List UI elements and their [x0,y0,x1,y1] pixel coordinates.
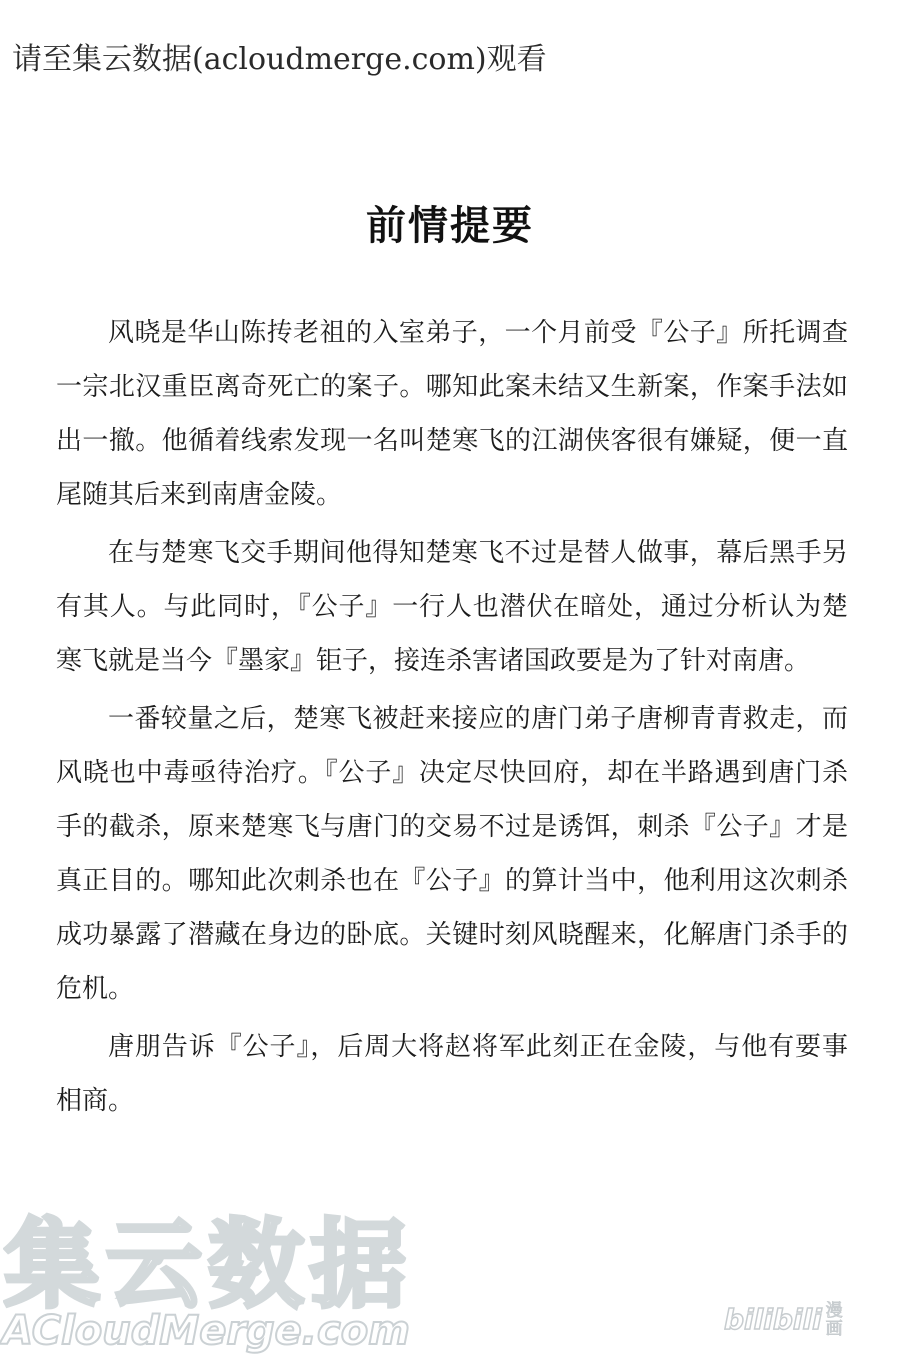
bilibili-manga-logo [724,1302,843,1338]
manga-label [826,1302,843,1338]
summary-paragraph: 一番较量之后，楚寒飞被赶来接应的唐门弟子唐柳青青救走，而风晓也中毒亟待治疗。『公子』决定尽快回府，却在半路遇到唐门杀手的截杀，原来楚寒飞与唐门的交易不过是诱饵，刺杀『公子』才是真正目的。哪知此次刺杀也在『公子』的算计当中，他利用这次刺杀成功暴露了潜藏在身边的卧底。关键时刻风晓醒来，化解唐门杀手的危机。 [56,704,848,1004]
manga-label-char: 画 [825,1319,843,1339]
bilibili-logo-text: bilibili [724,1303,822,1336]
manga-label-char: 漫 [825,1301,843,1321]
summary-body [56,306,848,1132]
site-notice: 请至集云数据(acloudmerge.com)观看 [12,42,547,77]
summary-paragraph: 唐朋告诉『公子』，后周大将赵将军此刻正在金陵，与他有要事相商。 [56,1032,848,1116]
watermark-english: ACloudMerge.com [2,1308,410,1354]
page-title: 前情提要 [366,203,534,249]
summary-paragraph: 风晓是华山陈抟老祖的入室弟子，一个月前受『公子』所托调查一宗北汉重臣离奇死亡的案子。哪知此案未结又生新案，作案手法如出一撤。他循着线索发现一名叫楚寒飞的江湖侠客很有嫌疑，便一直尾随其后来到南唐金陵。 [56,318,848,510]
watermark-chinese: 集云数据 [4,1209,412,1321]
summary-paragraph: 在与楚寒飞交手期间他得知楚寒飞不过是替人做事，幕后黑手另有其人。与此同时，『公子』一行人也潜伏在暗处，通过分析认为楚寒飞就是当今『墨家』钜子，接连杀害诸国政要是为了针对南唐。 [56,538,848,676]
